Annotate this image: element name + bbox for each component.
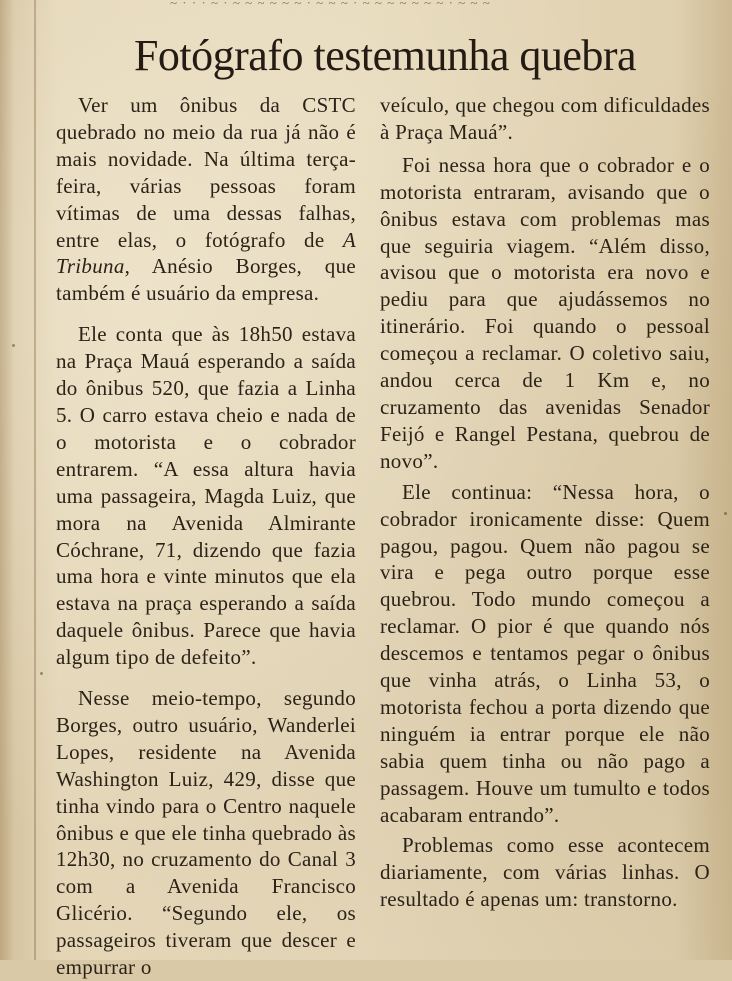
paragraph-intro-text-start: Ver um ônibus da CSTC quebrado no meio da rua já não é mais novidade. Na última terça-feira, várias pessoas foram vítimas de uma dessas falhas, entre elas, o fotógrafo de	[56, 93, 356, 252]
paragraph-conclusion: Problemas como esse acontecem diariamente, com várias linhas. O resultado é apenas um: transtorno.	[380, 833, 710, 912]
cut-off-previous-article-text: ~ · · · ~ · ~ ~ ~ ~ ~ ~ · ~ ~ ~ · ~ ~ ~ ~ ~ ~ ~ · ~ ~ ~	[170, 0, 491, 10]
paper-fold-line	[34, 0, 36, 960]
paper-edge-shadow	[0, 0, 14, 960]
paragraph-testimony-4: Ele continua: “Nessa hora, o cobrador ironicamente disse: Quem pagou, pagou. Quem não pagou se vira e pega outro porque esse quebrou. Todo mundo começou a reclamar. O pior é que quando nós descemos e tentamos pegar o ônibus que vinha atrás, o Linha 53, o motorista fechou a porta dizendo que ninguém ia entrar porque ele não sabia quem tinha ou não pago a passagem. Houve um tumulto e todos acabaram entrando”.	[380, 479, 710, 827]
paragraph-intro	[56, 92, 356, 307]
paper-speck	[12, 344, 15, 347]
paragraph-continuation: veículo, que chegou com dificuldades à Praça Mauá”.	[380, 93, 710, 144]
paragraph-testimony-3: Foi nessa hora que o cobrador e o motorista entraram, avisando que o ônibus estava com problemas mas que seguiria viagem. “Além disso, avisou que o motorista era novo e pediu para que ajudássemos no itinerário. Foi quando o pessoal começou a reclamar. O coletivo saiu, andou cerca de 1 Km e, no cruzamento das avenidas Senador Feijó e Rangel Pestana, quebrou de novo”.	[380, 152, 710, 473]
newspaper-name: A Tribuna	[56, 227, 356, 279]
paragraph-testimony-1: Ele conta que às 18h50 estava na Praça Mauá esperando a saída do ônibus 520, que fazia a Linha 5. O carro estava cheio e nada de o motorista e o cobrador entrarem. “A essa altura havia uma passageira, Magda Luiz, que mora na Avenida Almirante Cóchrane, 71, dizendo que fazia uma hora e vinte minutos que ela estava na praça esperando a saída daquele ônibus. Parece que havia algum tipo de defeito”.	[56, 322, 356, 670]
paragraph-testimony-2: Nesse meio-tempo, segundo Borges, outro usuário, Wanderlei Lopes, residente na Avenida Washington Luiz, 429, disse que tinha vindo para o Centro naquele ônibus e que ele tinha quebrado às 12h30, no cruzamento do Canal 3 com a Avenida Francisco Glicério. “Segundo ele, os passageiros tiveram que descer e empurrar o	[56, 686, 356, 980]
article-column-left	[56, 92, 356, 981]
paper-speck	[40, 672, 43, 675]
paragraph-intro-text-end: , Anésio Borges, que também é usuário da empresa.	[56, 254, 356, 306]
paper-speck	[724, 512, 727, 515]
article-headline: Fotógrafo testemunha quebra	[133, 31, 637, 80]
article-column-right	[380, 92, 710, 913]
